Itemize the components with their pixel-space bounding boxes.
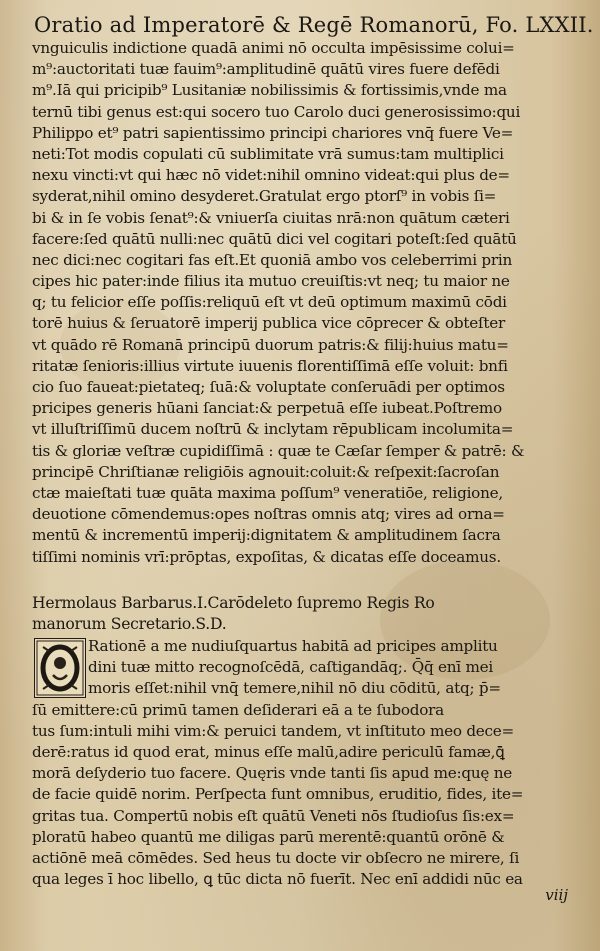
text-line: tus ſum:intuli mihi vim:& peruici tandem, vt inſtituto meo dece= — [32, 721, 515, 740]
text-line: deuotione cōmendemus:opes noſtras omnis atq; vires ad orna= — [32, 505, 505, 524]
text-line: ternū tibi genus est:qui socero tuo Carolo duci generosissimo:qui — [32, 102, 521, 121]
letter-text — [32, 636, 552, 890]
text-line: ritatæ ſenioris:illius virtute iuuenis florentiſſimā eſſe voluit: bnfi — [32, 356, 508, 375]
text-line: pricipes generis hūani ſanciat:& perpetuā eſſe iubeat.Poſtremo — [32, 399, 502, 418]
text-line: cio ſuo faueat:pietateq; ſuā:& voluptate conſeruādi per optimos — [32, 378, 505, 396]
text-line: m⁹:auctoritati tuæ fauim⁹:amplitudinē quātū vires fuere defēdi — [32, 60, 500, 79]
text-line: principē Chriſtianæ religiōis agnouit:coluit:& reſpexit:ſacroſan — [32, 462, 500, 481]
text-line: vt quādo rē Romanā principū duorum patris:& filij:huius matu= — [32, 335, 509, 354]
text-line: facere:ſed quātū nulli:nec quātū dici vel cogitari poteſt:ſed quātū — [32, 229, 517, 248]
text-line: Hermolaus Barbarus.I.Carōdeleto ſupremo Regis Ro — [32, 594, 435, 612]
text-line: mentū & incrementū imperij:dignitatem & amplitudinem ſacra — [32, 526, 501, 545]
text-line: cipes hic pater:inde filius ita mutuo creuiſtis:vt neq; tu maior ne — [32, 272, 510, 291]
text-line: derē:ratus id quod erat, minus eſſe malū,adire periculū famæ,ꝗ̄ — [32, 742, 505, 761]
text-line: ſū emittere:cū primū tamen deſiderari eā a te ſubodora — [32, 700, 444, 719]
text-line: ploratū habeo quantū me diligas parū merentē:quantū orōnē & — [32, 827, 505, 846]
text-line: vt illuſtriſſimū ducem noſtrū & inclytam rēpublicam incolumita= — [32, 420, 514, 439]
oration-text — [32, 38, 552, 568]
text-line: de facie quidē norim. Perſpecta funt omnibus, eruditio, fides, ite= — [32, 785, 524, 804]
text-line: nec dici:nec cogitari fas eſt.Et quoniā ambo vos celeberrimi prin — [32, 250, 512, 269]
running-header: Oratio ad Imperatorē & Regē Romanorū, Fo. LXXII. — [34, 13, 594, 37]
signature-mark: viij — [545, 886, 568, 904]
text-line: actiōnē meā cōmēdes. Sed heus tu docte vir obſecro ne mirere, ſi — [32, 848, 520, 867]
letter-heading — [32, 593, 552, 635]
text-line: ctæ maieſtati tuæ quāta maxima poſſum⁹ veneratiōe, religione, — [32, 483, 503, 502]
text-line: Philippo et⁹ patri sapientissimo principi chariores vnq̄ fuere Ve= — [32, 123, 514, 142]
text-line: m⁹.Iā qui pricipib⁹ Lusitaniæ nobilissimis & fortissimis,vnde ma — [32, 81, 507, 100]
text-line: tiſſimi nominis vrī:prōptas, expoſitas, & dicatas eſſe doceamus. — [32, 547, 501, 566]
text-line: q; tu felicior eſſe poſſis:reliquū eſt vt deū optimum maximū cōdi — [32, 293, 507, 312]
text-line: manorum Secretario.S.D. — [32, 615, 227, 634]
text-line: dini tuæ mitto recognoſcēdā, caſtigandāq;. Q̄q̄ enī mei — [88, 658, 493, 677]
text-line: syderat,nihil omino desyderet.Gratulat ergo ptorſ⁹ in vobis ſi= — [32, 187, 497, 206]
text-line: moris eſſet:nihil vnq̄ temere,nihil nō diu cōditū, atq; p̄= — [88, 679, 501, 698]
text-line: Rationē a me nudiuſquartus habitā ad pricipes amplitu — [88, 637, 498, 655]
text-line: vnguiculis indictione quadā animi nō occulta impēsissime colui= — [32, 39, 515, 57]
text-line: nexu vincti:vt qui hæc nō videt:nihil omnino videat:qui plus de= — [32, 166, 510, 185]
text-line: tis & gloriæ veſtræ cupidiſſimā : quæ te Cæſar ſemper & patrē: & — [32, 441, 525, 460]
text-line: neti:Tot modis copulati cū sublimitate vrā sumus:tam multiplici — [32, 144, 504, 163]
text-line: qua leges ī hoc libello, ꝗ tūc dicta nō fuerīt. Nec enī addidi nūc ea — [32, 870, 523, 889]
text-line: gritas tua. Compertū nobis eſt quātū Veneti nōs ſtudioſus ſis:ex= — [32, 806, 515, 825]
text-line: bi & in ſe vobis ſenat⁹:& vniuerſa ciuitas nrā:non quātum cæteri — [32, 208, 510, 227]
text-line: torē huius & ſeruatorē imperij publica vice cōprecer & obteſter — [32, 314, 505, 333]
text-line: morā deſyderio tuo facere. Quęris vnde tanti ſis apud me:quę ne — [32, 764, 512, 783]
